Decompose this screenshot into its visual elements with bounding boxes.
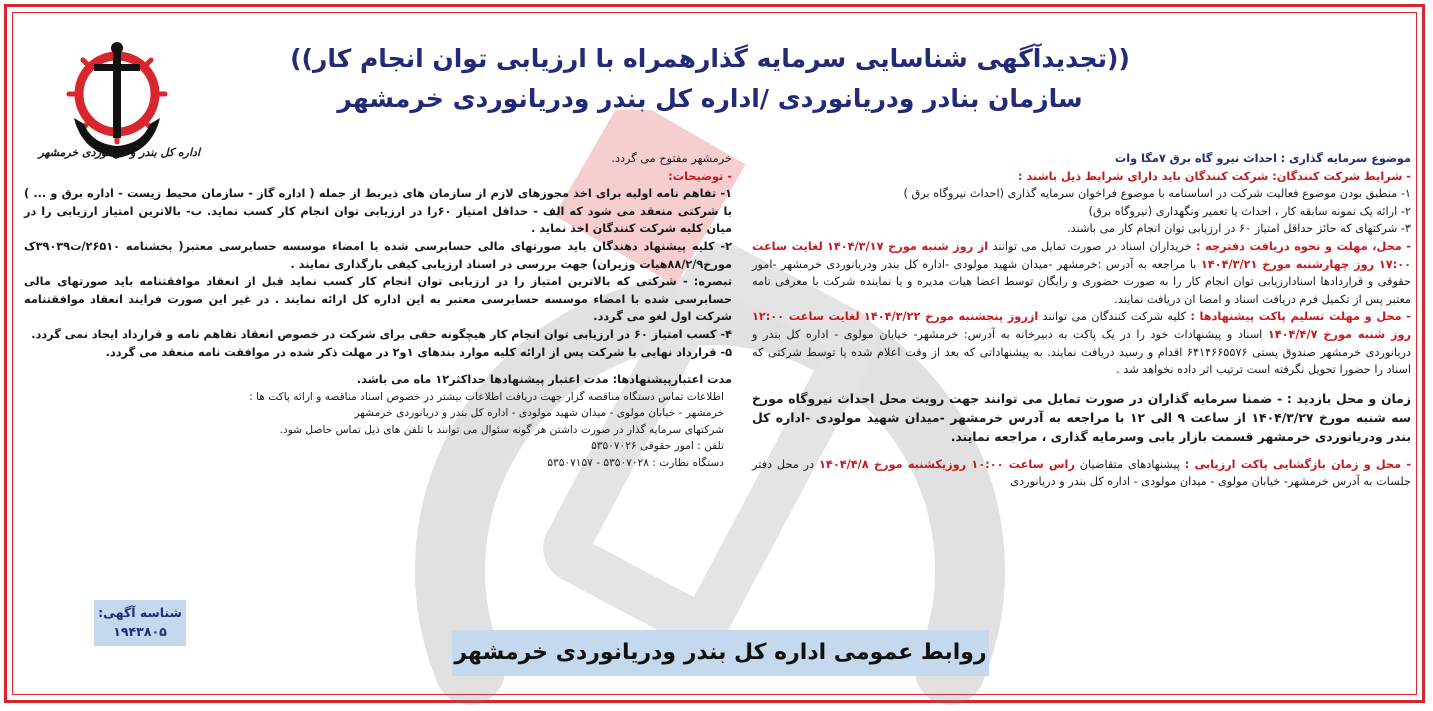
ad-id-box (94, 600, 186, 646)
left-column (24, 150, 732, 471)
opening-heading: - محل و زمان بازگشایی پاکت ارزیابی : (1184, 457, 1412, 471)
opening-location: در محل دفتر جلسات به آدرس خرمشهر- خیابان مولوی - میدان مولودی - اداره کل بندر و دریانوردی (752, 457, 1411, 489)
conditions-heading: - شرایط شرکت کنندگان: شرکت کنندگان باید دارای شرایط ذیل باشند : (1017, 169, 1411, 183)
contact-line: شرکتهای سرمایه گذار در صورت داشتن هر گونه سئوال می توانند با تلفن های ذیل تماس حاصل شود. (279, 423, 724, 436)
contact-line: اطلاعات تماس دستگاه مناقصه گزار جهت دریافت اطلاعات بیشتر در خصوص اسناد مناقصه و ارائه پاکت ها : (249, 390, 724, 403)
submission-start-date: ازروز پنجشنبه مورخ ۱۴۰۴/۳/۲۲ (863, 310, 1039, 324)
validity-line: مدت اعتبارپیشنهادها: مدت اعتبار پیشنهادها حداکثر۱۲ ماه می باشد. (356, 373, 732, 387)
submission-section (752, 308, 1411, 378)
ad-id-value: ۱۹۴۳۸۰۵ (113, 624, 167, 639)
right-column (752, 150, 1411, 491)
submission-heading: - محل و مهلت تسلیم پاکت پیشنهادها : (1190, 310, 1411, 324)
note-item: ۱- تفاهم نامه اولیه برای اخذ مجوزهای لازم از سازمان های ذیربط از جمله ( اداره گاز - سازمان محیط زیست - اداره برق و ... ) با شرکتی منعقد می شود که الف - حداقل امتیاز ۶۰را در ارزیابی توان انجام کار کسب نماید. ب- بالاترین امتیاز ارزیابی را در میان کلیه شرکت کنندگان اخذ نماید . (24, 187, 732, 236)
subject-line (752, 150, 1411, 168)
ad-id-label: شناسه آگهی: (98, 605, 182, 620)
condition-item: ۲- ارائه یک نمونه سابقه کار ، احداث یا تعمیر ونگهداری (نیروگاه برق) (1088, 204, 1411, 218)
doc-receipt-details: با مراجعه به آدرس :خرمشهر -میدان شهید مولودی -اداره کل بندر ودریانوردی خرمشهر -امور حقوقی و قراردادها اسنادارزیابی توان انجام کار را به صورت حضوری و رایگان توسط اعضا هیات مدیره و یا نماینده شرکت با معرفی نامه معتبر پس از تکمیل فرم دریافت اسناد و امضا ان دریافت نمایند. (752, 257, 1411, 306)
contact-line: خرمشهر - خیابان مولوی - میدان شهید مولودی - اداره کل بندر و دریانوردی خرمشهر (354, 407, 724, 420)
note-item: تبصره: - شرکتی که بالاترین امتیاز را در ارزیابی توان انجام کار کسب نماید قبل از انعقاد موافقتنامه باید صورتهای مالی حسابرسی شده با امضاء موسسه حسابرسی معتبر به این اداره کل ارائه نمایند . در غیر این صورت فرایند انعقاد موافقتنامه شرکت اول لغو می گردد. (24, 275, 732, 324)
note-item: ۵- قرارداد نهایی با شرکت پس از ارائه کلیه موارد بندهای ۱و۲ در مهلت ذکر شده در موافقت نامه منعقد می گردد. (105, 345, 732, 359)
notice-subtitle: سازمان بنادر ودریانوردی /اداره کل بندر ودریانوردی خرمشهر (337, 84, 1083, 113)
doc-receipt-start-date: از روز شنبه مورخ ۱۴۰۴/۳/۱۷ (826, 239, 989, 253)
note-item: ۴- کسب امتیاز ۶۰ در ارزیابی توان انجام کار هیچگونه حقی برای شرکت در خصوص انعقاد تفاهم نامه و قرارداد ایجاد نمی گردد. (31, 327, 732, 341)
contact-line: دستگاه نظارت : ۵۳۵۰۷۰۲۸ - ۵۳۵۰۷۱۵۷ (547, 456, 724, 469)
subject-value: احداث نیرو گاه برق ۷مگا وات (1114, 152, 1277, 165)
continued-line: خرمشهر مفتوح می گردد. (611, 152, 732, 165)
contact-line: تلفن : امور حقوقی ۵۳۵۰۷۰۲۶ (591, 440, 724, 453)
note-item: ۲- کلیه پیشنهاد دهندگان باید صورتهای مالی حسابرسی شده با امضاء موسسه حسابرسی معتبر( بخشنامه ۲۶۵۱۰/ت۳۹۰۳۹ک مورخ۸۸/۲/۹هیات وزیران) جهت بررسی در اسناد ارزیابی کیفی بارگذاری نمایند . (24, 239, 732, 271)
opening-text: پیشنهادهای متقاضیان (1079, 457, 1180, 471)
submission-end-date: لغایت ساعت ۱۲:۰۰ روز شنبه مورخ ۱۴۰۴/۴/۷ (752, 310, 1411, 341)
subject-label: موضوع سرمایه گذاری : (1280, 152, 1411, 165)
public-relations-footer: روابط عمومی اداره کل بندر ودریانوردی خرمشهر (452, 630, 989, 676)
visit-section: زمان و محل بازدید : - ضمنا سرمایه گذاران در صورت تمایل می توانند جهت رویت محل احداث نیروگاه مورخ سه شنبه مورخ ۱۴۰۴/۳/۲۷ از ساعت ۹ الی ۱۲ با مراجعه به آدرس خرمشهر -میدان شهید مولودی -اداره کل بندر ودریانوردی خرمشهر قسمت بازار یابی وسرمایه گذاری ، مراجعه نمایند. (752, 390, 1411, 444)
opening-date: راس ساعت ۱۰:۰۰ روزیکشنبه مورخ ۱۴۰۴/۴/۸ (819, 457, 1075, 471)
logo-caption: اداره کل بندر و دریانوردی خرمشهر (38, 146, 200, 159)
notes-heading: - توضیحات: (668, 169, 732, 183)
submission-text: کلیه شرکت کنندگان می توانند (1042, 310, 1186, 324)
condition-item: ۳- شرکتهای که حائز حداقل امتیاز ۶۰ در ارزیابی توان انجام کار می باشند. (1067, 222, 1411, 236)
opening-section (752, 456, 1411, 491)
doc-receipt-text: خریداران اسناد در صورت تمایل می توانند (992, 239, 1192, 253)
doc-receipt-section (752, 238, 1411, 308)
condition-item: ۱- منطبق بودن موضوع فعالیت شرکت در اساسنامه با موضوع فراخوان سرمایه گذاری (احداث نیروگاه برق ) (903, 187, 1411, 201)
doc-receipt-heading: - محل، مهلت و نحوه دریافت دفترچه : (1195, 239, 1411, 253)
notice-title: ((تجدیدآگهی شناسایی سرمایه گذارهمراه با ارزیابی توان انجام کار)) (290, 44, 1130, 73)
doc-receipt-end-date: لغایت ساعت ۱۷:۰۰ روز چهارشنبه مورخ ۱۴۰۴/۳/۲۱ (752, 239, 1412, 271)
submission-details: اسناد و پیشنهادات خود را در یک پاکت به دبیرخانه به آدرس: خرمشهر- خیابان مولوی - اداره کل بندر و دریانوردی خرمشهر صندوق پستی ۶۴۱۴۶۶۵۵۷۶ اقدام و رسید دریافت نمایند. به پیشنهاداتی که بعد از وقت اعلام شده یا توسط شرکتی که اسناد را حضورا تحویل نگرفته است ترتیب اثر داده نخواهد شد . (752, 327, 1412, 377)
